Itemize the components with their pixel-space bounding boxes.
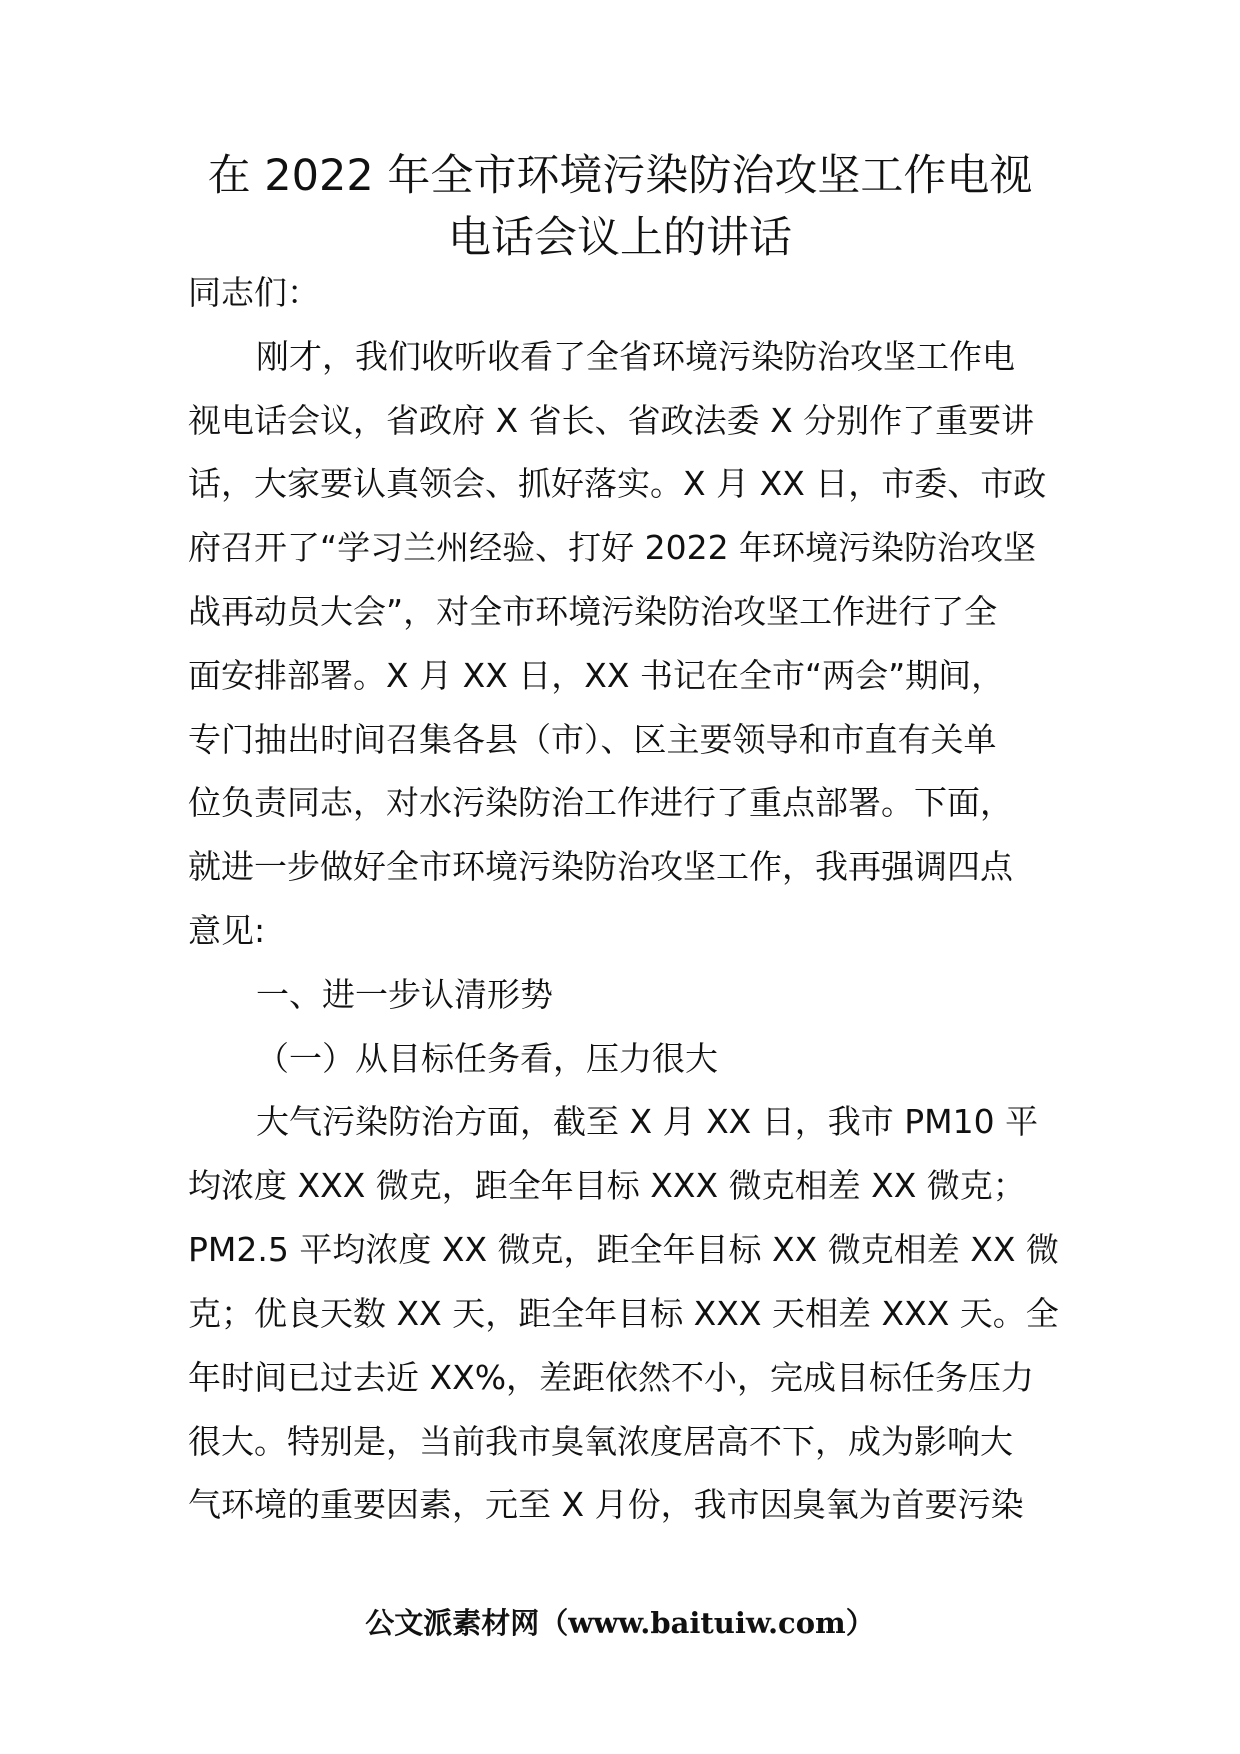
document-title-line-1: 在 2022 年全市环境污染防治攻坚工作电视 — [207, 151, 1033, 201]
body-line: 克；优良天数 XX 天，距全年目标 XXX 天相差 XXX 天。全 — [188, 1294, 1059, 1333]
salutation: 同志们： — [188, 273, 320, 312]
body-line: 战再动员大会”，对全市环境污染防治攻坚工作进行了全 — [188, 592, 998, 631]
body-line: 很大。特别是，当前我市臭氧浓度居高不下，成为影响大 — [188, 1422, 1013, 1461]
body-line: 大气污染防治方面，截至 X 月 XX 日，我市 PM10 平 — [256, 1102, 1039, 1141]
subsection-heading: （一）从目标任务看，压力很大 — [256, 1039, 718, 1078]
body-line: 均浓度 XXX 微克，距全年目标 XXX 微克相差 XX 微克； — [188, 1166, 1026, 1205]
body-line: 就进一步做好全市环境污染防治攻坚工作，我再强调四点 — [188, 847, 1013, 886]
body-line: 话，大家要认真领会、抓好落实。X 月 XX 日，市委、市政 — [188, 464, 1047, 503]
document-title-line-2: 电话会议上的讲话 — [448, 213, 792, 263]
body-line: 刚才，我们收听收看了全省环境污染防治攻坚工作电 — [256, 337, 1015, 376]
body-line: 专门抽出时间召集各县（市）、区主要领导和市直有关单 — [188, 720, 997, 759]
footer-watermark-text: 公文派素材网（www.baituiw.com） — [365, 1606, 875, 1640]
body-line: PM2.5 平均浓度 XX 微克，距全年目标 XX 微克相差 XX 微 — [188, 1230, 1059, 1269]
body-line: 气环境的重要因素，元至 X 月份，我市因臭氧为首要污染 — [188, 1485, 1024, 1524]
body-line: 位负责同志，对水污染防治工作进行了重点部署。下面， — [188, 783, 1013, 822]
body-line: 意见: — [188, 911, 266, 950]
body-line: 府召开了“学习兰州经验、打好 2022 年环境污染防治攻坚 — [188, 528, 1037, 567]
body-line: 视电话会议，省政府 X 省长、省政法委 X 分别作了重要讲 — [188, 401, 1035, 440]
body-line: 面安排部署。X 月 XX 日，XX 书记在全市“两会”期间， — [188, 656, 1005, 695]
section-heading: 一、进一步认清形势 — [256, 975, 553, 1014]
body-line: 年时间已过去近 XX%，差距依然不小，完成目标任务压力 — [188, 1358, 1035, 1397]
